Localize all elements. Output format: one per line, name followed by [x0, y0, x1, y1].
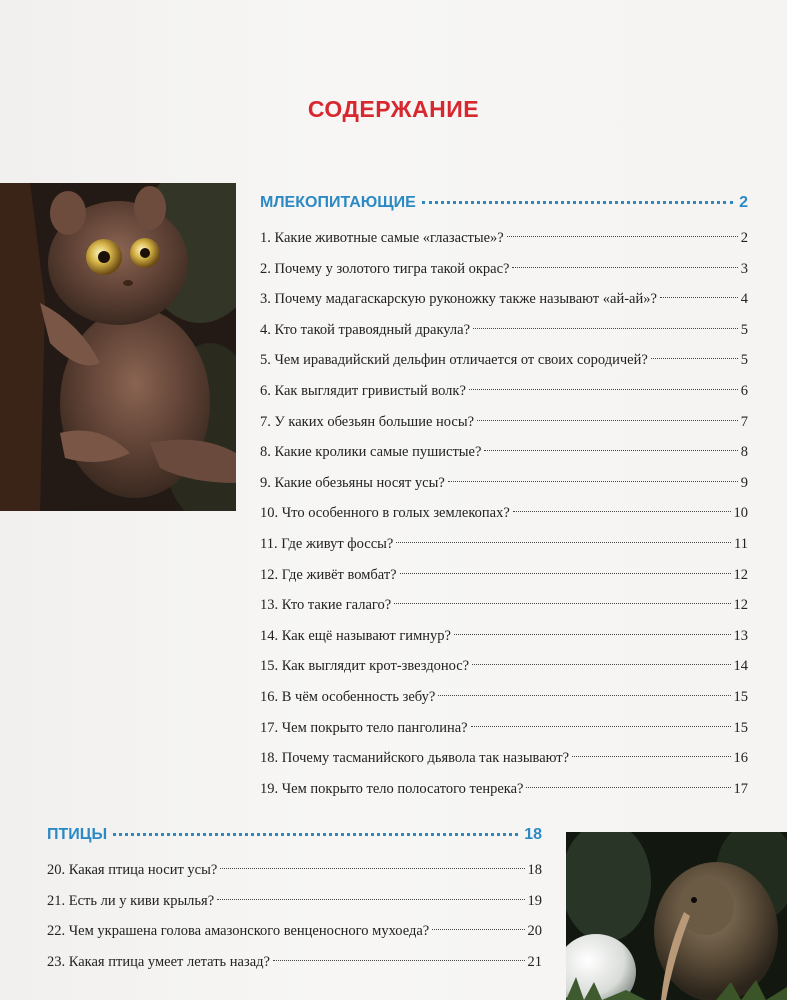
toc-item-text: 11. Где живут фоссы? — [260, 535, 394, 552]
toc-item-page: 11 — [734, 535, 748, 552]
toc-item[interactable] — [260, 437, 748, 468]
toc-item-page: 12 — [733, 597, 748, 614]
dot-leader — [217, 899, 524, 900]
toc-item-page: 2 — [740, 230, 748, 246]
toc-item[interactable] — [47, 947, 542, 978]
dot-leader — [273, 960, 525, 961]
toc-item[interactable] — [260, 743, 748, 774]
toc-item[interactable] — [47, 886, 542, 917]
dot-leader — [477, 420, 738, 421]
section-heading-mammals[interactable] — [260, 194, 748, 212]
dot-leader — [572, 756, 730, 757]
toc-item[interactable] — [260, 284, 748, 315]
toc-item-page: 10 — [733, 505, 748, 522]
dot-leader — [469, 389, 738, 390]
toc-item-text: 16. В чём особенность зебу? — [260, 688, 436, 705]
toc-item-page: 7 — [740, 413, 748, 430]
toc-item[interactable] — [260, 590, 748, 621]
toc-item-page: 3 — [740, 260, 748, 277]
section-heading-birds[interactable] — [47, 826, 542, 844]
tarsier-photo — [0, 183, 236, 511]
toc-item-text: 7. У каких обезьян большие носы? — [260, 413, 475, 430]
birds-list — [47, 855, 542, 977]
mammals-list — [260, 223, 748, 804]
toc-item[interactable] — [47, 855, 542, 886]
dot-leader — [220, 868, 524, 869]
section-label: ПТИЦЫ — [47, 826, 108, 843]
toc-item[interactable] — [260, 713, 748, 744]
kiwi-illustration — [566, 832, 787, 1000]
toc-item-page: 19 — [527, 892, 542, 909]
toc-item-page: 21 — [527, 953, 542, 970]
toc-item[interactable] — [260, 315, 748, 346]
toc-item-text: 8. Какие кролики самые пушистые? — [260, 444, 482, 461]
toc-item-text: 17. Чем покрыто тело панголина? — [260, 719, 468, 736]
toc-item[interactable] — [260, 254, 748, 285]
toc-item[interactable] — [260, 407, 748, 438]
tarsier-illustration — [0, 183, 236, 511]
toc-item-text: 22. Чем украшена голова амазонского венценосного мухоеда? — [47, 923, 430, 940]
dot-leader — [422, 201, 733, 204]
dot-leader — [432, 929, 524, 930]
dot-leader — [472, 664, 730, 665]
dot-leader — [448, 481, 738, 482]
toc-item-text: 21. Есть ли у киви крылья? — [47, 892, 215, 909]
toc-item[interactable] — [260, 223, 748, 254]
kiwi-photo — [566, 832, 787, 1000]
toc-item-text: 10. Что особенного в голых землекопах? — [260, 505, 510, 522]
toc-item-text: 5. Чем иравадийский дельфин отличается от своих сородичей? — [260, 352, 648, 369]
toc-item-text: 1. Какие животные самые «глазастые»? — [260, 230, 504, 246]
toc-item-text: 3. Почему мадагаскарскую руконожку также называют «ай-ай»? — [260, 291, 657, 308]
dot-leader — [651, 358, 738, 359]
toc-item-text: 18. Почему тасманийского дьявола так называют? — [260, 750, 570, 767]
toc-item-text: 19. Чем покрыто тело полосатого тенрека? — [260, 780, 524, 797]
dot-leader — [507, 236, 738, 237]
toc-item[interactable] — [260, 376, 748, 407]
toc-item-page: 14 — [733, 658, 748, 675]
toc-item[interactable] — [260, 498, 748, 529]
toc-item-page: 17 — [733, 780, 748, 797]
toc-item-page: 8 — [740, 444, 748, 461]
dot-leader — [471, 726, 731, 727]
toc-item-page: 9 — [740, 474, 748, 491]
dot-leader — [400, 573, 731, 574]
toc-item-text: 20. Какая птица носит усы? — [47, 862, 218, 878]
toc-item-text: 2. Почему у золотого тигра такой окрас? — [260, 260, 510, 277]
toc-item-text: 4. Кто такой травоядный дракула? — [260, 321, 471, 338]
toc-item-page: 6 — [740, 382, 748, 399]
page-title: СОДЕРЖАНИЕ — [307, 96, 480, 122]
toc-item[interactable] — [260, 529, 748, 560]
toc-item-text: 12. Где живёт вомбат? — [260, 566, 397, 583]
toc-item[interactable] — [260, 774, 748, 805]
toc-item-page: 20 — [527, 923, 542, 940]
dot-leader — [394, 603, 730, 604]
toc-item-text: 6. Как выглядит гривистый волк? — [260, 382, 466, 399]
dot-leader — [512, 267, 737, 268]
section-page-number: 2 — [739, 194, 748, 211]
toc-item-page: 18 — [527, 862, 542, 878]
toc-item-page: 15 — [733, 719, 748, 736]
toc-item-text: 9. Какие обезьяны носят усы? — [260, 474, 445, 491]
toc-item[interactable] — [47, 916, 542, 947]
dot-leader — [438, 695, 730, 696]
toc-item-page: 12 — [733, 566, 748, 583]
toc-item-page: 5 — [740, 352, 748, 369]
toc-item-text: 13. Кто такие галаго? — [260, 597, 392, 614]
toc-item[interactable] — [260, 345, 748, 376]
toc-item[interactable] — [260, 651, 748, 682]
toc-item-text: 14. Как ещё называют гимнур? — [260, 627, 451, 644]
toc-item[interactable] — [260, 468, 748, 499]
toc-item-page: 16 — [733, 750, 748, 767]
dot-leader — [454, 634, 731, 635]
toc-item-page: 15 — [733, 688, 748, 705]
section-page-number: 18 — [524, 826, 542, 843]
toc-item-text: 23. Какая птица умеет летать назад? — [47, 953, 270, 970]
toc-item-page: 5 — [740, 321, 748, 338]
toc-item[interactable] — [260, 682, 748, 713]
dot-leader — [113, 833, 518, 836]
dot-leader — [396, 542, 731, 543]
toc-item-page: 13 — [733, 627, 748, 644]
toc-item[interactable] — [260, 560, 748, 591]
dot-leader — [526, 787, 730, 788]
toc-item[interactable] — [260, 621, 748, 652]
dot-leader — [660, 297, 738, 298]
dot-leader — [513, 511, 731, 512]
dot-leader — [473, 328, 738, 329]
toc-item-text: 15. Как выглядит крот-звездонос? — [260, 658, 470, 675]
section-label: МЛЕКОПИТАЮЩИЕ — [260, 194, 416, 211]
toc-item-page: 4 — [740, 291, 748, 308]
dot-leader — [484, 450, 737, 451]
